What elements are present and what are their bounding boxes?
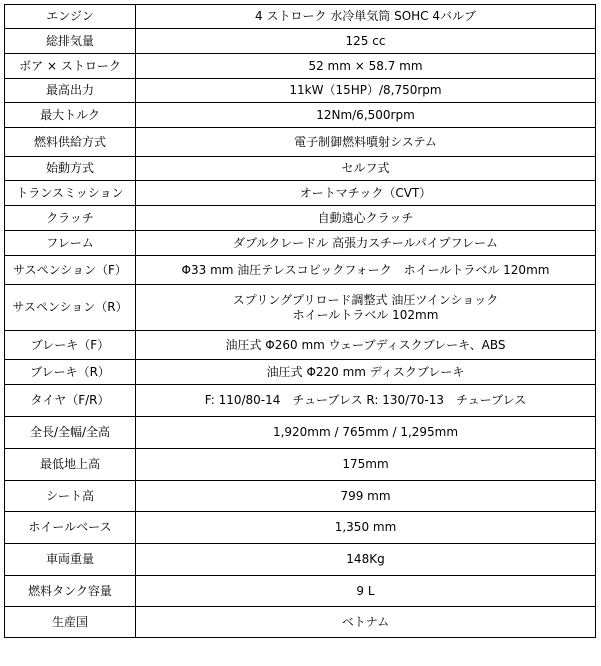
- spec-row: [5, 449, 596, 481]
- spec-value-line: ベトナム: [341, 614, 390, 629]
- spec-value-line: 電子制御燃料噴射システム: [294, 134, 437, 149]
- spec-value: [136, 231, 596, 256]
- spec-value-line: 52 mm × 58.7 mm: [308, 58, 423, 73]
- spec-label: シート高: [5, 481, 136, 512]
- spec-value: [136, 449, 596, 481]
- spec-label: 燃料タンク容量: [5, 576, 136, 607]
- spec-row: [5, 29, 596, 54]
- spec-label: トランスミッション: [5, 181, 136, 206]
- spec-row: [5, 79, 596, 103]
- spec-value: [136, 256, 596, 285]
- spec-value-line: 12Nm/6,500rpm: [316, 107, 415, 122]
- spec-row: [5, 128, 596, 157]
- spec-label: タイヤ（F/R）: [5, 385, 136, 417]
- spec-value-line: ダブルクレードル 高張力スチールパイプフレーム: [233, 235, 498, 250]
- spec-label: ブレーキ（F）: [5, 331, 136, 360]
- spec-value-line: 799 mm: [340, 488, 391, 503]
- spec-label: ブレーキ（R）: [5, 360, 136, 385]
- spec-label: サスペンション（F）: [5, 256, 136, 285]
- spec-value-line: ホイールトラベル 102mm: [292, 307, 439, 322]
- spec-row: [5, 417, 596, 449]
- spec-row: [5, 360, 596, 385]
- spec-value: [136, 79, 596, 103]
- spec-value-line: 自動遠心クラッチ: [317, 210, 414, 225]
- spec-table-body: [5, 5, 596, 638]
- spec-label: 生産国: [5, 607, 136, 638]
- spec-value-line: 油圧式 Φ220 mm ディスクブレーキ: [266, 364, 465, 379]
- spec-value: [136, 607, 596, 638]
- spec-row: [5, 5, 596, 29]
- spec-row: [5, 54, 596, 79]
- spec-label: 総排気量: [5, 29, 136, 54]
- spec-value-line: 4 ストローク 水冷単気筒 SOHC 4バルブ: [255, 9, 476, 23]
- spec-value-line: Φ33 mm 油圧テレスコピックフォーク ホイールトラベル 120mm: [181, 262, 550, 277]
- spec-value-line: 1,350 mm: [334, 520, 397, 534]
- spec-value: [136, 54, 596, 79]
- spec-row: [5, 576, 596, 607]
- spec-row: [5, 256, 596, 285]
- spec-table: [4, 4, 596, 638]
- spec-value-line: F: 110/80-14 チューブレス R: 130/70-13 チューブレス: [204, 393, 527, 407]
- spec-label: 最大トルク: [5, 103, 136, 128]
- spec-value: [136, 331, 596, 360]
- spec-value: [136, 157, 596, 181]
- spec-label: 車両重量: [5, 544, 136, 576]
- spec-label: ホイールベース: [5, 512, 136, 544]
- spec-value-line: 油圧式 Φ260 mm ウェーブディスクブレーキ、ABS: [225, 337, 506, 352]
- spec-row: [5, 181, 596, 206]
- spec-label: エンジン: [5, 5, 136, 29]
- spec-value: [136, 29, 596, 54]
- spec-row: [5, 331, 596, 360]
- spec-value-line: 11kW（15HP）/8,750rpm: [289, 83, 442, 97]
- spec-value: [136, 5, 596, 29]
- spec-row: [5, 385, 596, 417]
- spec-label: ボア × ストローク: [5, 54, 136, 79]
- spec-value-line: 9 L: [356, 583, 375, 598]
- spec-value-line: 148Kg: [346, 552, 385, 566]
- spec-value: [136, 544, 596, 576]
- spec-row: [5, 231, 596, 256]
- spec-label: 最高出力: [5, 79, 136, 103]
- spec-value: [136, 512, 596, 544]
- spec-label: 全長/全幅/全高: [5, 417, 136, 449]
- spec-value-line: セルフ式: [341, 161, 390, 175]
- spec-value-line: スプリングプリロード調整式 油圧ツインショック: [232, 292, 499, 307]
- spec-value: [136, 181, 596, 206]
- spec-row: [5, 103, 596, 128]
- spec-value: [136, 128, 596, 157]
- spec-value: [136, 360, 596, 385]
- spec-value: [136, 481, 596, 512]
- spec-label: フレーム: [5, 231, 136, 256]
- spec-row: [5, 512, 596, 544]
- spec-row: [5, 206, 596, 231]
- spec-value: [136, 285, 596, 331]
- spec-label: 燃料供給方式: [5, 128, 136, 157]
- spec-row: [5, 481, 596, 512]
- spec-label: 最低地上高: [5, 449, 136, 481]
- spec-value-line: 175mm: [342, 457, 389, 471]
- spec-row: [5, 544, 596, 576]
- spec-label: サスペンション（R）: [5, 285, 136, 331]
- spec-row: [5, 285, 596, 331]
- spec-value-line: 1,920mm / 765mm / 1,295mm: [272, 425, 459, 439]
- spec-value: [136, 417, 596, 449]
- spec-value: [136, 103, 596, 128]
- spec-value-line: オートマチック（CVT）: [299, 185, 432, 200]
- spec-value-line: 125 cc: [345, 33, 386, 48]
- spec-value: [136, 576, 596, 607]
- spec-value: [136, 206, 596, 231]
- spec-row: [5, 157, 596, 181]
- spec-row: [5, 607, 596, 638]
- spec-label: 始動方式: [5, 157, 136, 181]
- spec-value: [136, 385, 596, 417]
- spec-label: クラッチ: [5, 206, 136, 231]
